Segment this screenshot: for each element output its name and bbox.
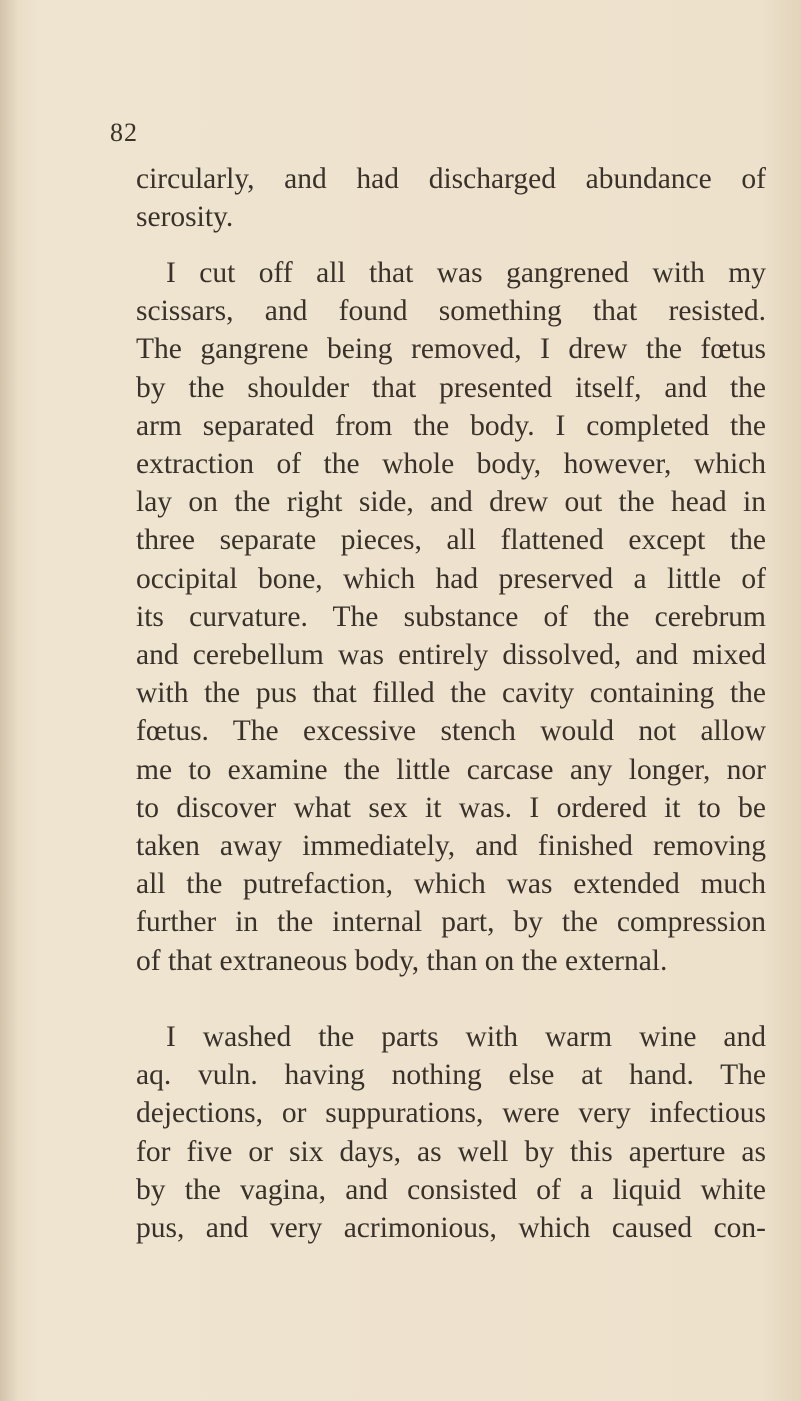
text-line: fœtus. The excessive stench would not allow bbox=[136, 715, 766, 748]
text-line: aq. vuln. having nothing else at hand. The bbox=[136, 1059, 766, 1092]
text-line: its curvature. The substance of the cerebrum bbox=[136, 600, 766, 633]
text-line: serosity. bbox=[136, 201, 234, 234]
text-line: to discover what sex it was. I ordered it to be bbox=[136, 791, 766, 824]
text-line: The gangrene being removed, I drew the fœtus bbox=[136, 333, 766, 366]
text-line: by the vagina, and consisted of a liquid white bbox=[136, 1173, 766, 1206]
text-line: with the pus that filled the cavity containing the bbox=[136, 677, 766, 710]
text-line: further in the internal part, by the compression bbox=[136, 906, 766, 939]
text-line: scissars, and found something that resisted. bbox=[136, 295, 766, 328]
text-line: dejections, or suppurations, were very infectious bbox=[136, 1097, 766, 1130]
text-line: occipital bone, which had preserved a little of bbox=[136, 562, 766, 595]
text-line: I cut off all that was gangrened with my bbox=[166, 257, 766, 289]
text-line: by the shoulder that presented itself, and the bbox=[136, 371, 766, 404]
text-line: of that extraneous body, than on the external. bbox=[136, 944, 668, 977]
page-number: 82 bbox=[110, 118, 138, 147]
text-line: all the putrefaction, which was extended much bbox=[136, 868, 766, 901]
paragraph-3 bbox=[136, 1018, 766, 1247]
paragraph-2 bbox=[136, 254, 766, 980]
text-line: circularly, and had discharged abundance of bbox=[136, 163, 766, 195]
text-line: I washed the parts with warm wine and bbox=[166, 1021, 766, 1053]
text-line: and cerebellum was entirely dissolved, and mixed bbox=[136, 639, 766, 672]
text-line: lay on the right side, and drew out the head in bbox=[136, 486, 766, 519]
paragraph-1 bbox=[136, 160, 766, 236]
text-line: arm separated from the body. I completed the bbox=[136, 409, 766, 442]
text-line: for five or six days, as well by this aperture as bbox=[136, 1135, 766, 1168]
text-line: pus, and very acrimonious, which caused con- bbox=[136, 1212, 766, 1245]
spine-shadow bbox=[0, 0, 18, 1401]
text-line: taken away immediately, and finished removing bbox=[136, 830, 766, 863]
text-line: me to examine the little carcase any longer, nor bbox=[136, 753, 766, 786]
text-line: extraction of the whole body, however, which bbox=[136, 448, 766, 481]
text-line: three separate pieces, all flattened except the bbox=[136, 524, 766, 557]
